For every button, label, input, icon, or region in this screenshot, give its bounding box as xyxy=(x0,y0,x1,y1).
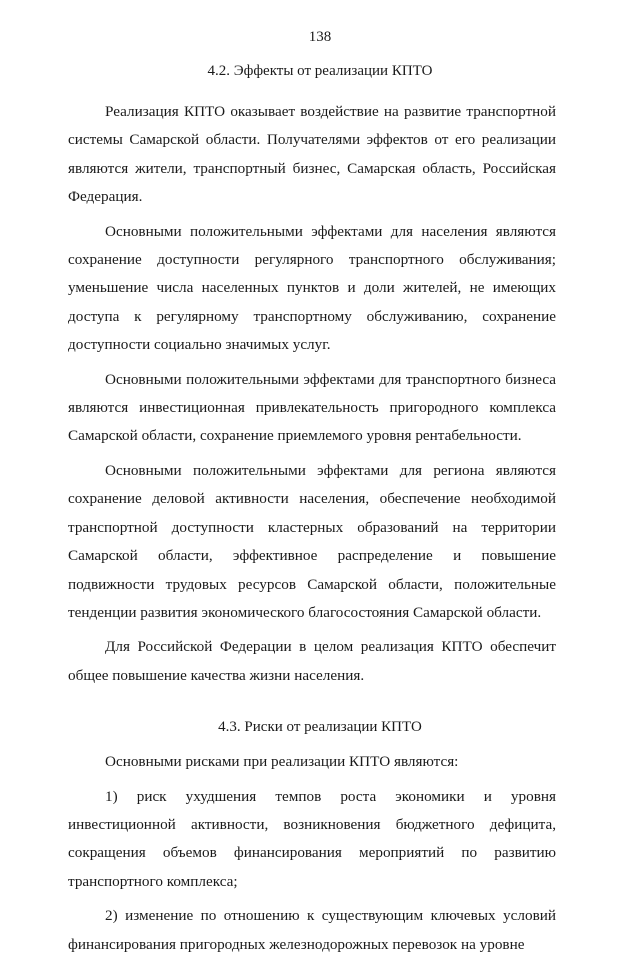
section-body-4-3 xyxy=(68,748,556,959)
paragraph: Основными положительными эффектами для транспортного бизнеса являются инвестиционная привлекательность пригородного комплекса Самарской области, сохранение приемлемого уровня рентабельности. xyxy=(68,370,556,445)
paragraph: Основными положительными эффектами для региона являются сохранение деловой активности населения, обеспечение необходимой транспортной доступности кластерных образований на территории Самарской области, эффективное распределение и повышение подвижности трудовых ресурсов Самарской области, положительные тенденции развития экономического благосостояния Самарской области. xyxy=(68,461,556,621)
paragraph: Основными рисками при реализации КПТО являются: xyxy=(105,753,459,771)
section-body-4-2 xyxy=(68,98,556,690)
paragraph: Реализация КПТО оказывает воздействие на развитие транспортной системы Самарской области. Получателями эффектов от его реализации являются жители, транспортный бизнес, Самарская область, Российская Федерация. xyxy=(68,103,556,206)
section-heading-4-2: 4.2. Эффекты от реализации КПТО xyxy=(207,63,433,79)
page-number: 138 xyxy=(308,29,332,45)
section-heading-4-3: 4.3. Риски от реализации КПТО xyxy=(218,719,422,736)
list-item-paragraph: 2) изменение по отношению к существующим ключевых условий финансирования пригородных железнодорожных перевозок на уровне xyxy=(68,907,556,953)
paragraph: Основными положительными эффектами для населения являются сохранение доступности регулярного транспортного обслуживания; уменьшение числа населенных пунктов и доли жителей, не имеющих доступа к регулярному транспортному обслуживанию, сохранение доступности социально значимых услуг. xyxy=(68,222,556,354)
section-gap xyxy=(0,690,640,712)
list-item-paragraph: 1) риск ухудшения темпов роста экономики и уровня инвестиционной активности, возникновения бюджетного дефицита, сокращения объемов финансирования мероприятий по развитию транспортного комплекса; xyxy=(68,787,556,890)
paragraph: Для Российской Федерации в целом реализация КПТО обеспечит общее повышение качества жизни населения. xyxy=(68,638,556,684)
